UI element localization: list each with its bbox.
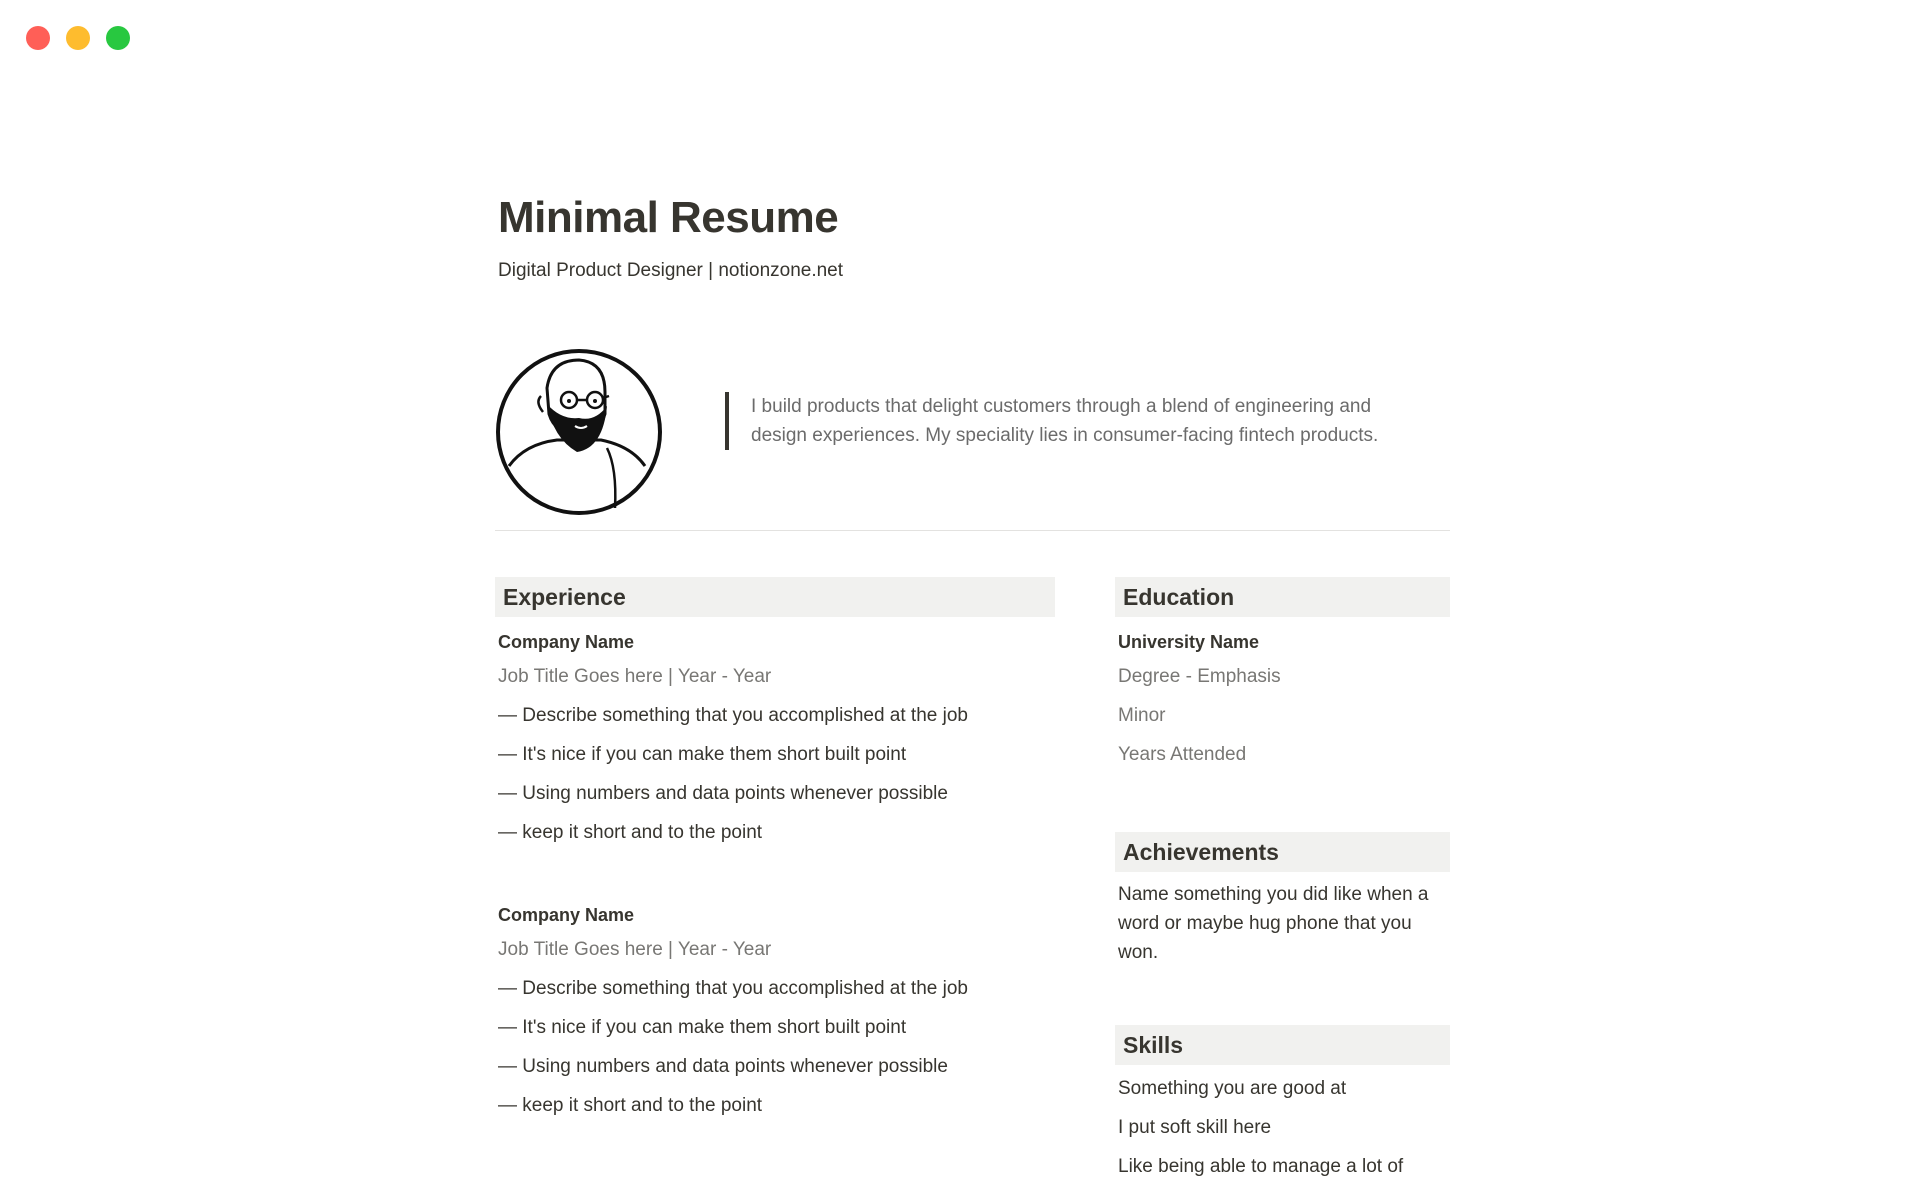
close-window-button[interactable] — [26, 26, 50, 50]
education-line[interactable]: Minor — [1118, 705, 1166, 726]
job-bullet[interactable]: — Using numbers and data points whenever possible — [498, 1056, 948, 1077]
job-bullet[interactable]: — It's nice if you can make them short built point — [498, 1017, 907, 1038]
skills-heading[interactable]: Skills — [1115, 1025, 1450, 1065]
education-line[interactable]: Degree - Emphasis — [1118, 666, 1281, 687]
achievements-heading[interactable]: Achievements — [1115, 832, 1450, 872]
university-name[interactable]: University Name — [1118, 632, 1260, 652]
job-bullet[interactable]: — Describe something that you accomplished at the job — [498, 705, 968, 726]
bearded-man-avatar-icon[interactable] — [495, 348, 663, 516]
skill-item[interactable]: Something you are good at — [1118, 1078, 1347, 1099]
sidebar-column — [1115, 577, 1450, 1186]
experience-column — [495, 577, 1055, 1125]
job-bullet[interactable]: — keep it short and to the point — [498, 822, 763, 843]
education-line[interactable]: Years Attended — [1118, 744, 1247, 765]
section-divider — [495, 530, 1450, 531]
job-title[interactable]: Job Title Goes here | Year - Year — [498, 939, 772, 960]
skill-item[interactable]: I put soft skill here — [1118, 1117, 1272, 1138]
company-name[interactable]: Company Name — [498, 905, 635, 925]
achievements-text[interactable]: Name something you did like when a word or maybe hug phone that you won. — [1118, 884, 1429, 963]
page-title[interactable]: Minimal Resume — [498, 193, 839, 242]
page-subtitle[interactable]: Digital Product Designer | notionzone.net — [498, 260, 844, 281]
intro-quote[interactable]: I build products that delight customers through a blend of engineering and design experiences. My speciality lies in consumer-facing fintech products. — [725, 392, 1431, 450]
job-bullet[interactable]: — keep it short and to the point — [498, 1095, 763, 1116]
experience-entry — [495, 900, 1055, 1125]
experience-heading[interactable]: Experience — [495, 577, 1055, 617]
window-controls — [26, 26, 130, 50]
job-bullet[interactable]: — Describe something that you accomplished at the job — [498, 978, 968, 999]
minimize-window-button[interactable] — [66, 26, 90, 50]
intro-section — [495, 348, 1455, 520]
maximize-window-button[interactable] — [106, 26, 130, 50]
experience-entry — [495, 627, 1055, 852]
job-bullet[interactable]: — It's nice if you can make them short built point — [498, 744, 907, 765]
job-bullet[interactable]: — Using numbers and data points whenever possible — [498, 783, 948, 804]
skill-item[interactable]: Like being able to manage a lot of — [1118, 1156, 1404, 1177]
job-title[interactable]: Job Title Goes here | Year - Year — [498, 666, 772, 687]
company-name[interactable]: Company Name — [498, 632, 635, 652]
resume-page — [495, 190, 1455, 1177]
education-heading[interactable]: Education — [1115, 577, 1450, 617]
